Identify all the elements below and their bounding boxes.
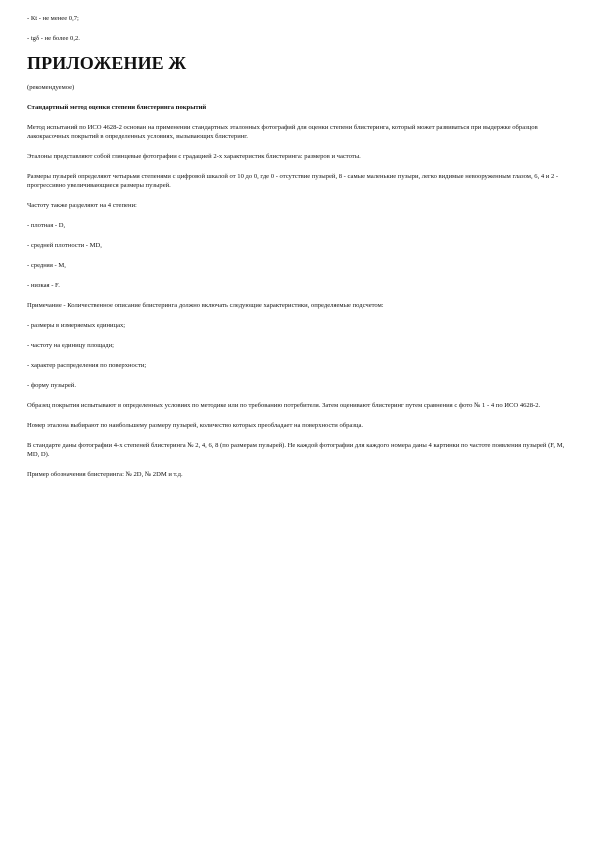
paragraph-photos: В стандарте даны фотографии 4-х степеней блистеринга № 2, 4, 6, 8 (по размерам пузырей). Не каждой фотографии для каждого номера даны 4 картинки по частоте появления пузырей (F, M, MD, D). (27, 442, 565, 458)
frequency-few: - низкая - F. (27, 282, 60, 289)
paragraph-frequency: Частоту также разделяют на 4 степени: (27, 202, 137, 209)
note-item-distribution: - характер распределения по поверхности; (27, 362, 147, 369)
frequency-dense: - плотная - D, (27, 222, 66, 229)
paragraph-sizes: Размеры пузырей определяют четырьмя степенями с цифровой шкалой от 10 до 0, где 0 - отсутствие пузырей, 8 - самые маленькие пузыри, легко видимые невооруженным глазом, 6, 4 и 2 - прогрессивно увеличивающиеся размеры пузырей. (27, 173, 559, 189)
note-item-frequency: - частоту на единицу площади; (27, 342, 114, 349)
note-paragraph: Примечание - Количественное описание блистеринга должно включать следующие характеристики, определяемые подсчетом: (27, 302, 384, 309)
requirement-tgd: - tgδ - не более 0,2. (27, 35, 80, 42)
note-item-size: - размеры в измеряемых единицах; (27, 322, 126, 329)
paragraph-selection: Номер эталона выбирают по наибольшему размеру пузырей, количество которых преобладает на поверхности образца. (27, 422, 364, 429)
paragraph-standards: Эталоны представляют собой глянцевые фотографии с градацией 2-х характеристик блистеринга: размеров и частоты. (27, 153, 361, 160)
method-title: Стандартный метод оценки степени блистеринга покрытий (27, 104, 207, 111)
paragraph-testing: Образец покрытия испытывают в определенных условиях по методике или по требованию потребителя. Затем оценивают блистеринг путем сравнения с фото № 1 - 4 по ИСО 4628-2. (27, 402, 541, 409)
frequency-medium: - средняя - M, (27, 262, 66, 269)
paragraph-method: Метод испытаний по ИСО 4628-2 основан на применении стандартных эталонных фотографий для оценки степени блистеринга, который может развиваться при выдержке образцов лакокрасочных покрытий в определенных условиях, вызывающих блистеринг. (27, 124, 538, 140)
frequency-medium-dense: - средней плотности - MD, (27, 242, 102, 249)
paragraph-example: Пример обозначения блистеринга: № 2D, № 2DM и т.д. (27, 471, 183, 478)
recommended-note: (рекомендуемое) (27, 84, 75, 91)
appendix-heading: ПРИЛОЖЕНИЕ Ж (27, 53, 187, 73)
note-item-shape: - форму пузырей. (27, 382, 76, 389)
requirement-kt: - Кt - не менее 0,7; (27, 15, 79, 22)
